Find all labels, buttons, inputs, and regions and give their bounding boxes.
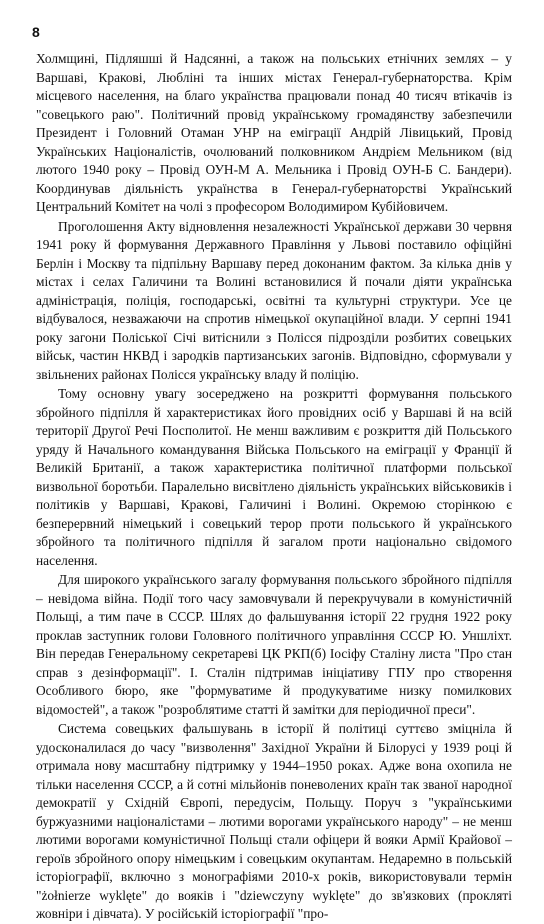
paragraph: Проголошення Акту відновлення незалежності Української держави 30 червня 1941 року й формування Державного Правління у Львові поставило офіційні Берлін і Москву та підпільну Варшаву перед доконаним фактом. За кілька днів у містах і селах Галичини та Волині встановилися й почали діяти українська адміністрація, поліція, господарські, освітні та культурні структури. Усе це відбувалося, незважаючи на спротив німецької окупаційної влади. У серпні 1941 року загони Поліської Січі витіснили з Полісся підрозділи розбитих совецьких військ, частин НКВД і зародків партизанських загонів. Відповідно, сформували у звільнених районах Полісся українську владу й поліцію. (36, 218, 512, 382)
paragraph: Для широкого українського загалу формування польського збройного підпілля – невідома війна. Події того часу замовчували й перекручували в комуністичній Польщі, а тим паче в СССР. Шлях до фальшування історії 22 грудня 1922 року проклав заступник голови Головного політичного управління СССР Ю. Уншліхт. Він передав Генеральному секретареві ЦК РКП(б) Іосіфу Сталіну листа "Про стан справ з дезінформації". І. Сталін підтримав ініціативу ГПУ про створення Особливого бюро, яке "формуватиме й продукуватиме низку помилкових відомостей", а також "розроблятиме статті й замітки для періодичної преси". (36, 572, 512, 717)
paragraph: Система совецьких фальшувань в історії й політиці суттєво зміцніла й удосконалилася до часу "визволення" Західної України й Білорусі у 1939 році й отримала нову масштабну підтримку у 1944–1950 роках. Адже вона охопила не тільки населення СССР, а й сотні мільйонів поневолених країн так званої народної демократії у Східній Європі, передусім, Польщу. Поруч з "українськими буржуазними націоналістами – лютими ворогами українського народу" – не менш лютими ворогами комуністичної Польщі стали офіцери й вояки Армії Крайової – героїв збройного опору німецьким і совецьким окупантам. Недаремно в польській історіографії, включно з монографіями 2010-х років, використовували термін "żołnierze wyklęte" до вояків і "dziewczyny wyklęte" до зв'язкових (прокляті жовніри і дівчата). У російській історіографії "про- (36, 721, 512, 921)
page-number: 8 (32, 24, 40, 40)
paragraph-continuation: Холмщині, Підляшші й Надсянні, а також на польських етнічних землях – у Варшаві, Кракові, Любліні та інших містах Генерал-губернаторства. Крім місцевого населення, на благо українства працювали понад 40 тисяч втікачів із "совецького раю". Політичний провід українському громадянству забезпечили Президент і Головний Отаман УНР на еміграції Андрій Лівицький, Провід Українських Націоналістів, очолюваний полковником Андрієм Мельником (від лютого 1940 року – Провід ОУН-М А. Мельника і Провід ОУН-Б С. Бандери). Координував діяльність українства в Генерал-губернаторстві Український Центральний Комітет на чолі з професором Володимиром Кубійовичем. (36, 51, 512, 214)
body-text (36, 50, 512, 924)
paragraph: Тому основну увагу зосереджено на розкритті формування польського збройного підпілля й характеристиках його провідних осіб у Варшаві й на всій території Другої Речі Посполитої. Не менш важливим є розкриття дій Польського уряду й Начального командування Війська Польського на еміграції у Франції й Великій Британії, а також характеристика політичної платформи польської визвольної боротьби. Паралельно висвітлено діяльність українських військовиків і політиків у Варшаві, Кракові, Галичині і Волині. Окремою сторінкою є безперервний німецький і совецький терор проти польського й українського збройного та політичного підпілля й загалом проти національно свідомого населення. (36, 386, 512, 568)
